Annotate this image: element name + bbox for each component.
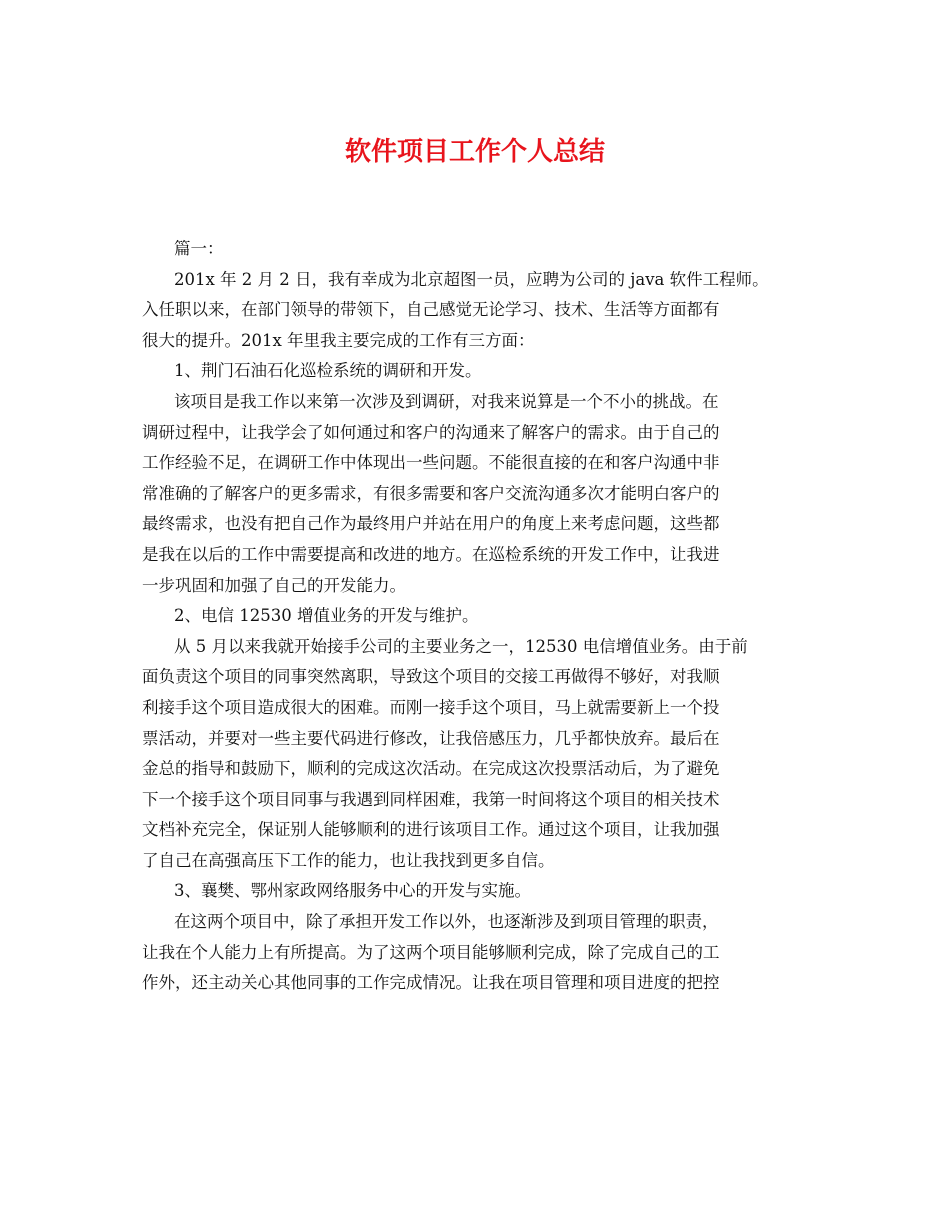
text-line: 入任职以来，在部门领导的带领下，自己感觉无论学习、技术、生活等方面都有 (142, 300, 720, 320)
text-line: 面负责这个项目的同事突然离职，导致这个项目的交接工再做得不够好，对我顺 (142, 667, 720, 687)
document-body (142, 234, 814, 999)
text-line: 了自己在高强高压下工作的能力，也让我找到更多自信。 (142, 850, 555, 870)
text-line: 文档补充完全，保证别人能够顺利的进行该项目工作。通过这个项目，让我加强 (142, 820, 720, 840)
text-line: 1、荆门石油石化巡检系统的调研和开发。 (174, 361, 482, 381)
text-line: 常准确的了解客户的更多需求，有很多需要和客户交流沟通多次才能明白客户的 (142, 483, 720, 503)
text-line: 篇一： (174, 239, 224, 258)
text-line: 金总的指导和鼓励下，顺利的完成这次活动。在完成这次投票活动后，为了避免 (142, 759, 720, 779)
document-title: 软件项目工作个人总结 (344, 137, 605, 167)
text-line: 该项目是我工作以来第一次涉及到调研，对我来说算是一个不小的挑战。在 (174, 391, 719, 411)
text-line: 调研过程中，让我学会了如何通过和客户的沟通来了解客户的需求。由于自己的 (142, 422, 720, 442)
text-line: 201x 年 2 月 2 日，我有幸成为北京超图一员，应聘为公司的 java 软件工程师。 (174, 269, 769, 289)
text-line: 工作经验不足，在调研工作中体现出一些问题。不能很直接的在和客户沟通中非 (142, 453, 720, 473)
text-line: 让我在个人能力上有所提高。为了这两个项目能够顺利完成，除了完成自己的工 (142, 942, 720, 962)
text-line: 从 5 月以来我就开始接手公司的主要业务之一，12530 电信增值业务。由于前 (174, 636, 748, 656)
text-line: 是我在以后的工作中需要提高和改进的地方。在巡检系统的开发工作中，让我进 (142, 544, 720, 564)
text-line: 最终需求，也没有把自己作为最终用户并站在用户的角度上来考虑问题，这些都 (142, 514, 720, 534)
text-line: 票活动，并要对一些主要代码进行修改，让我倍感压力，几乎都快放弃。最后在 (142, 728, 720, 748)
text-line: 下一个接手这个项目同事与我遇到同样困难，我第一时间将这个项目的相关技术 (142, 789, 720, 809)
text-line: 3、襄樊、鄂州家政网络服务中心的开发与实施。 (174, 881, 531, 901)
text-line: 在这两个项目中，除了承担开发工作以外，也逐渐涉及到项目管理的职责， (174, 912, 719, 932)
text-line: 一步巩固和加强了自己的开发能力。 (142, 575, 406, 595)
text-line: 2、电信 12530 增值业务的开发与维护。 (174, 606, 479, 626)
text-line: 利接手这个项目造成很大的困难。而刚一接手这个项目，马上就需要新上一个投 (142, 697, 720, 717)
text-line: 作外，还主动关心其他同事的工作完成情况。让我在项目管理和项目进度的把控 (142, 973, 720, 993)
text-line: 很大的提升。201x 年里我主要完成的工作有三方面： (142, 330, 535, 350)
